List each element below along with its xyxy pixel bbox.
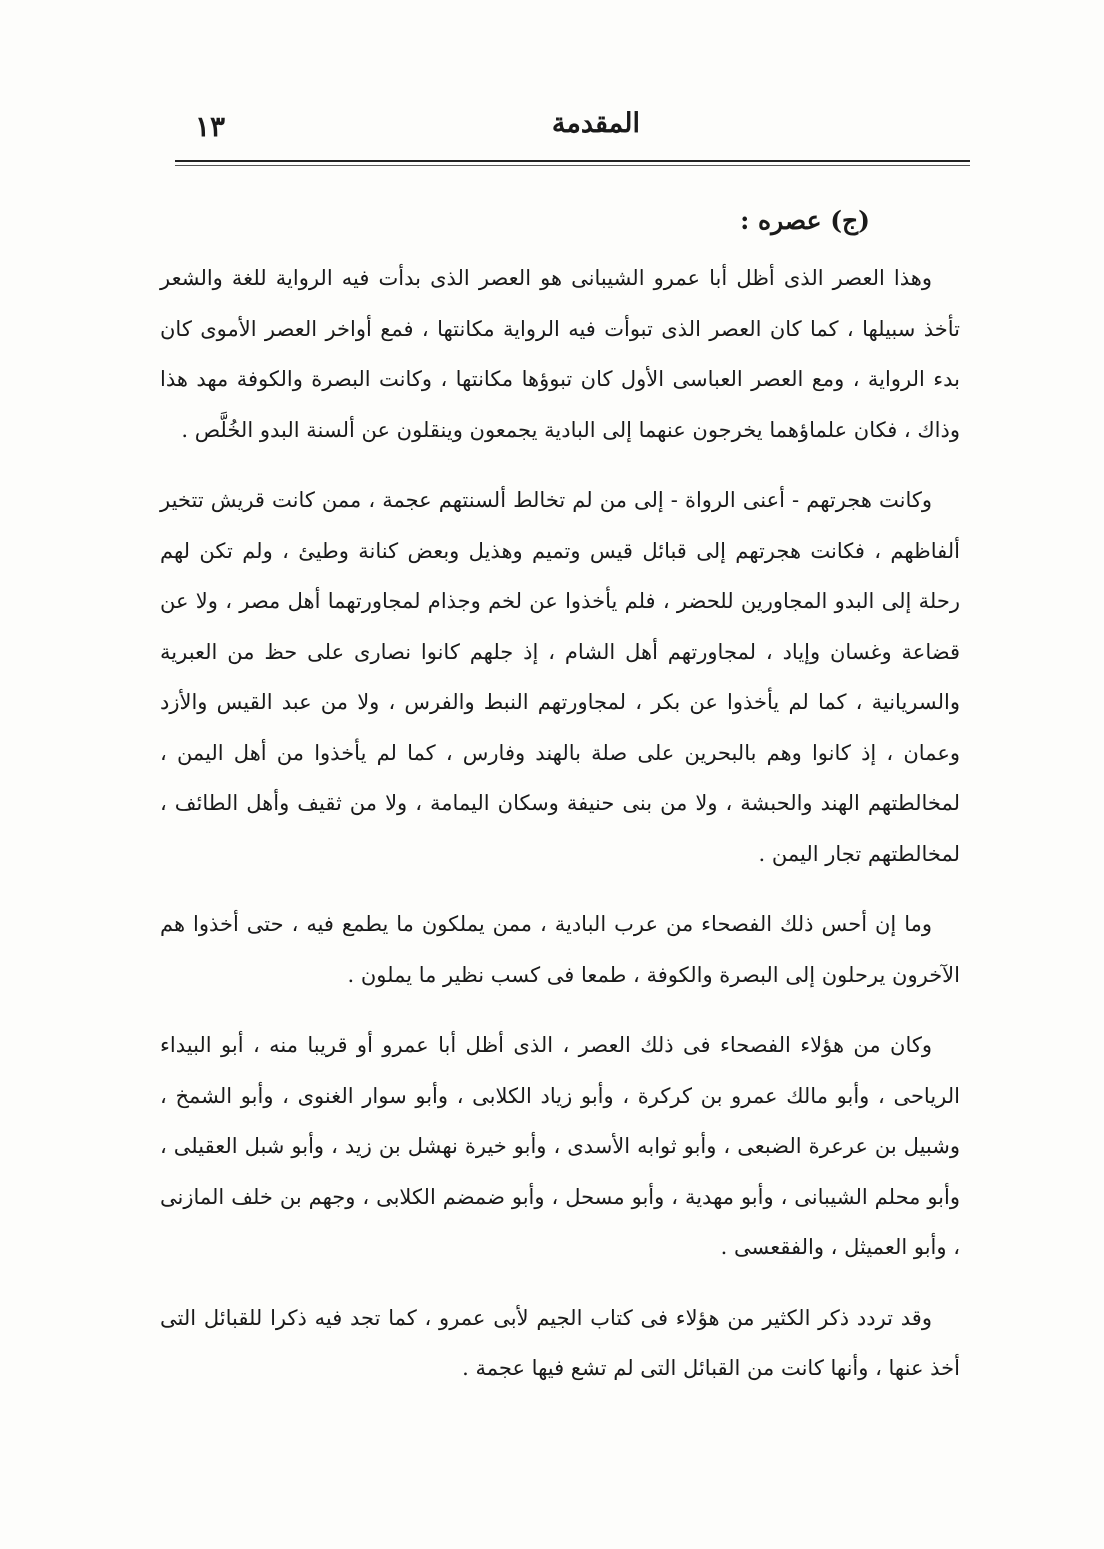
paragraph: وكان من هؤلاء الفصحاء فى ذلك العصر ، الذى أظل أبا عمرو أو قريبا منه ، أبو البيداء الرياحى ، وأبو مالك عمرو بن كركرة ، وأبو زياد الكلابى ، وأبو سوار الغنوى ، وأبو الشمخ ، وشبيل بن عرعرة الضبعى ، وأبو ثوابه الأسدى ، وأبو خيرة نهشل بن زيد ، وأبو شبل العقيلى ، وأبو محلم الشيبانى ، وأبو مهدية ، وأبو مسحل ، وأبو ضمضم الكلابى ، وجهم بن خلف المازنى ، وأبو العميثل ، والفقعسى . bbox=[160, 1033, 960, 1259]
header-divider bbox=[175, 160, 970, 162]
header-divider-thin bbox=[175, 165, 970, 166]
page-header bbox=[175, 108, 970, 152]
main-text bbox=[160, 195, 960, 1414]
running-title: المقدمة bbox=[551, 108, 640, 139]
page-number: ١٣ bbox=[195, 110, 226, 143]
paragraph: وما إن أحس ذلك الفصحاء من عرب البادية ، ممن يملكون ما يطمع فيه ، حتى أخذوا هم الآخرون يرحلون إلى البصرة والكوفة ، طمعا فى كسب نظير ما يملون . bbox=[160, 912, 960, 987]
paragraph: وهذا العصر الذى أظل أبا عمرو الشيبانى هو العصر الذى بدأت فيه الرواية للغة والشعر تأخذ سبيلها ، كما كان العصر الذى تبوأت فيه الرواية مكانتها ، فمع أواخر العصر الأموى كان بدء الرواية ، ومع العصر العباسى الأول كان تبوؤها مكانتها ، وكانت البصرة والكوفة مهد هذا وذاك ، فكان علماؤهما يخرجون عنهما إلى البادية يجمعون وينقلون عن ألسنة البدو الخُلَّص . bbox=[160, 266, 960, 442]
section-heading: (ج) عصره : bbox=[740, 206, 870, 235]
paragraph: وكانت هجرتهم - أعنى الرواة - إلى من لم تخالط ألسنتهم عجمة ، ممن كانت قريش تتخير ألفاظهم ، فكانت هجرتهم إلى قبائل قيس وتميم وهذيل وبعض كنانة وطيئ ، ولم تكن لهم رحلة إلى البدو المجاورين للحضر ، فلم يأخذوا عن لخم وجذام لمجاورتهما أهل مصر ، ولا عن قضاعة وغسان وإياد ، لمجاورتهم أهل الشام ، إذ جلهم كانوا نصارى على حظ من العبرية والسريانية ، كما لم يأخذوا عن بكر ، لمجاورتهم النبط والفرس ، ولا من عبد القيس والأزد وعمان ، إذ كانوا وهم بالبحرين على صلة بالهند وفارس ، كما لم يأخذوا من أهل اليمن ، لمخالطتهم الهند والحبشة ، ولا من بنى حنيفة وسكان اليمامة ، ولا من ثقيف وأهل الطائف ، لمخالطتهم تجار اليمن . bbox=[160, 488, 960, 866]
paragraph: وقد تردد ذكر الكثير من هؤلاء فى كتاب الجيم لأبى عمرو ، كما تجد فيه ذكرا للقبائل التى أخذ عنها ، وأنها كانت من القبائل التى لم تشع فيها عجمة . bbox=[160, 1305, 960, 1380]
